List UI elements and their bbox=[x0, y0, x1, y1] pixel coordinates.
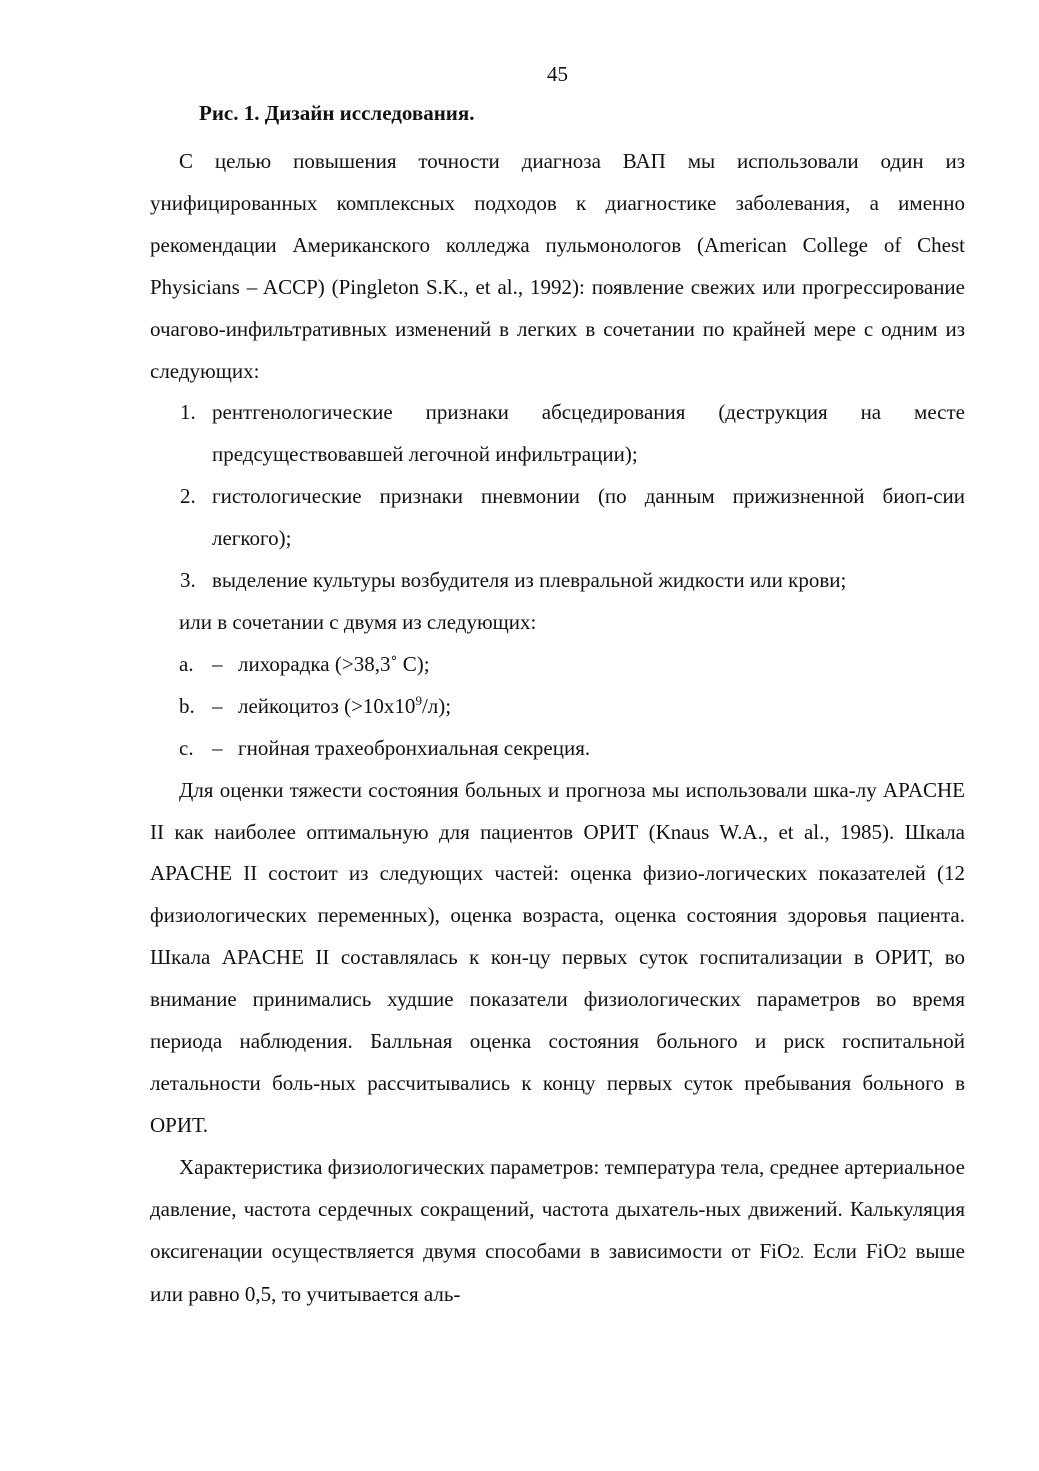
paragraph-physiology: Характеристика физиологических параметров: температура тела, среднее артериальное давление, частота сердечных сокращений, частота дыхатель-ных движений. Калькуляция оксигенации осуществляется двумя способами в зависимости от FiO2. Если FiO2 выше или равно 0,5, то учитывается аль- bbox=[150, 1154, 965, 1307]
sign-item: c. – гнойная трахеобронхиальная секреция. bbox=[179, 735, 591, 760]
criteria-item: 2. гистологические признаки пневмонии (по данным прижизненной биоп-сии легкого); bbox=[180, 484, 965, 551]
sign-item: a. – лихорадка (>38,3˚ С); bbox=[179, 651, 430, 676]
document-body bbox=[150, 141, 965, 1316]
page-number: 45 bbox=[547, 62, 568, 86]
paragraph-diagnosis-criteria: С целью повышения точности диагноза ВАП мы использовали один из унифицированных комплексных подходов к диагностике заболевания, а именно рекомендации Американского колледжа пульмонологов (American College of Chest Physicians – ACCP) (Pingleton S.K., et al., 1992): появление свежих или прогрессирование очагово-инфильтративных изменений в легких в сочетании по крайней мере с одним из следующих: bbox=[150, 149, 965, 383]
criteria-item: 1. рентгенологические признаки абсцедирования (деструкция на месте предсуществовавшей легочной инфильтрации); bbox=[180, 400, 965, 467]
paragraph-apache: Для оценки тяжести состояния больных и прогноза мы использовали шка-лу APACHE II как наиболее оптимальную для пациентов ОРИТ (Knaus W.A., et al., 1985). Шкала APACHE II состоит из следующих частей: оценка физио-логических показателей (12 физиологических переменных), оценка возраста, оценка состояния здоровья пациента. Шкала APACHE II составлялась к кон-цу первых суток госпитализации в ОРИТ, во внимание принимались худшие показатели физиологических параметров во время периода наблюдения. Балльная оценка состояния больного и риск госпитальной летальности боль-ных рассчитывались к концу первых суток пребывания больного в ОРИТ. bbox=[150, 777, 965, 1137]
criteria-item: 3. выделение культуры возбудителя из плевральной жидкости или крови; bbox=[180, 568, 847, 593]
sign-item: b. – лейкоцитоз $(>10x10^9/л)$; bbox=[179, 692, 452, 718]
criteria-list bbox=[150, 392, 965, 602]
signs-list bbox=[150, 644, 965, 770]
figure-caption: Рис. 1. Дизайн исследования. bbox=[199, 101, 475, 125]
or-line: или в сочетании с двумя из следующих: bbox=[179, 609, 537, 634]
